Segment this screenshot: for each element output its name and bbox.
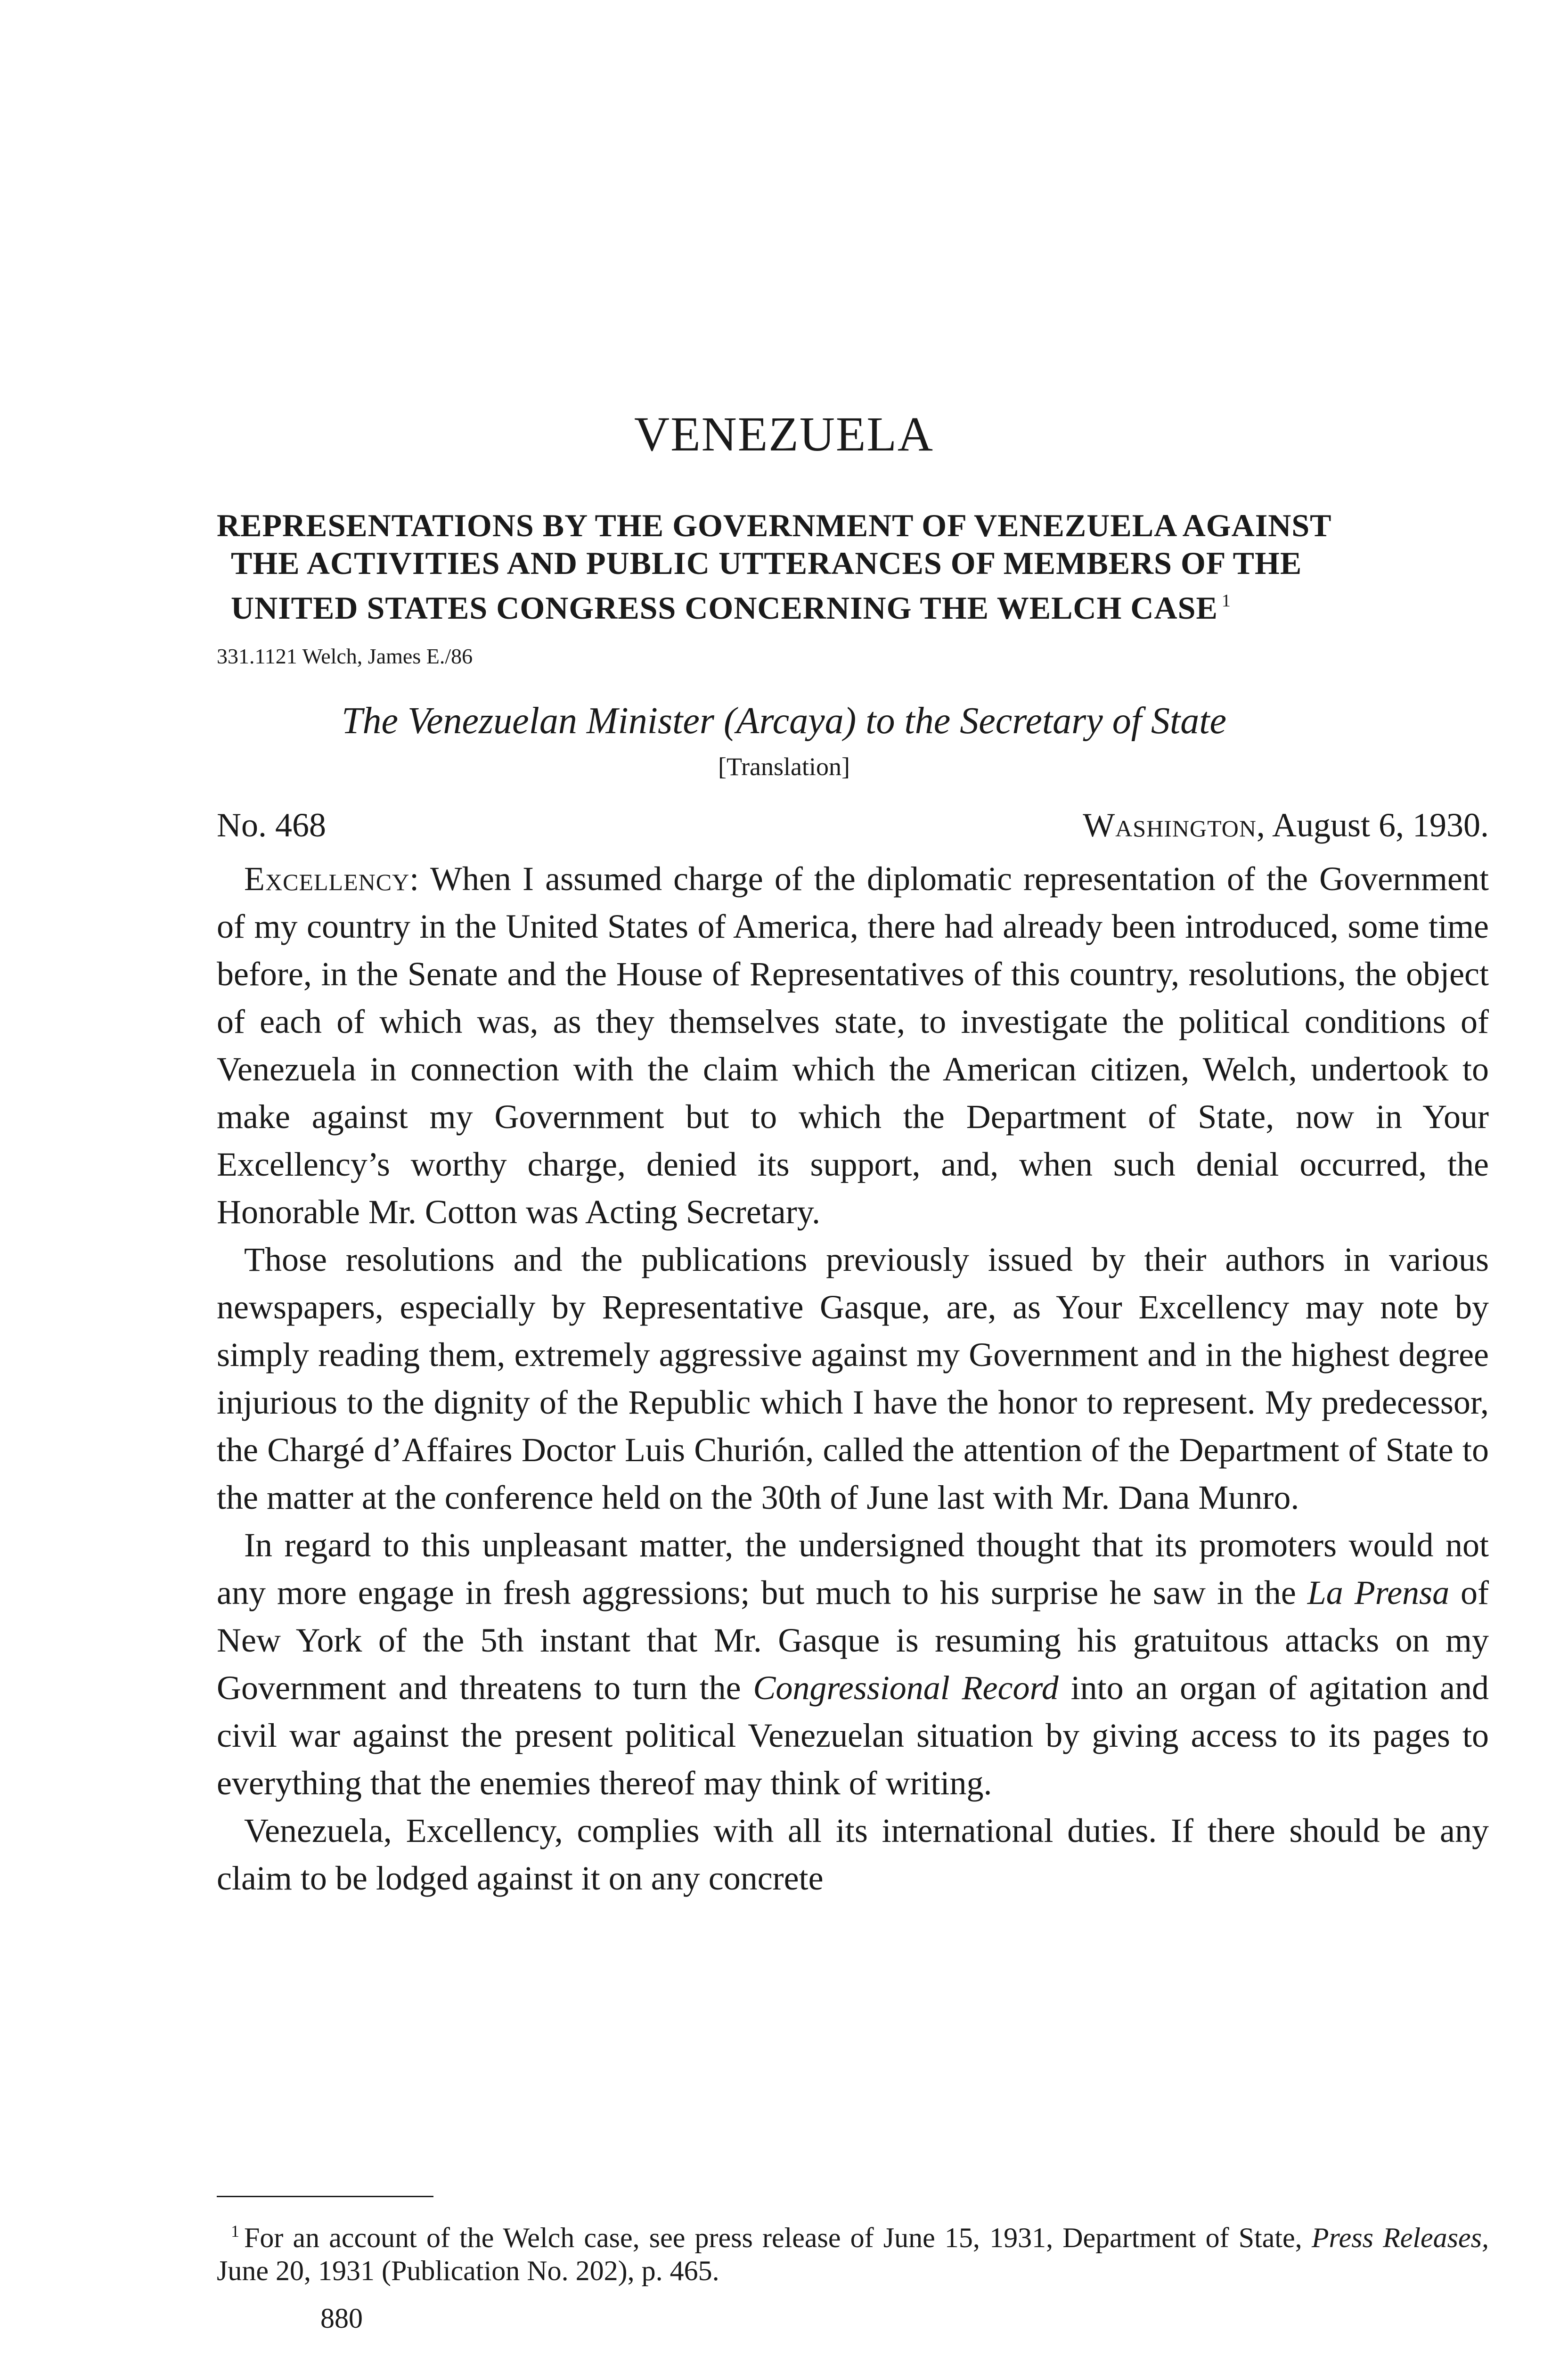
document-number: No. 468 [217, 806, 326, 844]
footnote-italic-title: Press Releases, [1311, 2222, 1489, 2253]
dateline-place: Washington, [1083, 806, 1266, 844]
country-heading: VENEZUELA [634, 407, 934, 461]
file-reference: 331.1121 Welch, James E./86 [217, 644, 473, 668]
dateline-date: August 6, 1930. [1272, 806, 1489, 844]
salutation: Excellency: [244, 860, 420, 898]
paragraph-3-text-b: of New York of the 5th instant that Mr. Gasque is resuming his gratuitous attacks on my Government and threatens to turn the [217, 1574, 1489, 1707]
paragraph-2: Those resolutions and the publications previously issued by their authors in various newspapers, especially by Representative Gasque, are, as Your Excellency may note by simply reading them, extremely aggressive against my Government and in the highest degree injurious to the dignity of the Republic which I have the honor to represent. My predecessor, the Chargé d’Affaires Doctor Luis Churión, called the attention of the Department of State to the matter at the conference held on the 30th of June last with Mr. Dana Munro. [217, 1241, 1489, 1516]
letter-body [217, 855, 1489, 1902]
paragraph-1-text: When I assumed charge of the diplomatic representation of the Government of my country in the United States of America, there had already been introduced, some time before, in the Senate and the House of Representatives of this country, resolutions, the object of each of which was, as they themselves state, to investigate the political conditions of Venezuela in connection with the claim which the American citizen, Welch, undertook to make against my Government but to which the Department of State, now in Your Excellency’s worthy charge, denied its support, and, when such denial occurred, the Honorable Mr. Cotton was Acting Secretary. [217, 860, 1489, 1231]
section-heading-line-3-text: UNITED STATES CONGRESS CONCERNING THE WELCH CASE [231, 590, 1218, 626]
publication-title: Congressional Record [753, 1669, 1059, 1707]
paragraph-3-text-c: into an organ of agitation and civil war against the present political Venezuelan situation by giving access to its pages to everything that the enemies thereof may think of writing. [217, 1669, 1489, 1802]
footnote-reference-mark: 1 [1221, 591, 1231, 611]
paragraph-1 [217, 855, 1489, 1236]
section-heading-line-3 [217, 582, 1489, 627]
dateline [1083, 808, 1489, 842]
paragraph-3-text-a: In regard to this unpleasant matter, the undersigned thought that its promoters would not any more engage in fresh aggressions; but much to his surprise he saw in the [217, 1526, 1489, 1612]
footnote-rule [217, 2196, 433, 2197]
paragraph-3 [217, 1522, 1489, 1807]
footnote [217, 2215, 1489, 2287]
paragraph-4: Venezuela, Excellency, complies with all its international duties. If there should be any claim to be lodged against it on any concrete [217, 1812, 1489, 1897]
footnote-mark: 1 [231, 2222, 239, 2241]
section-heading-line-1: REPRESENTATIONS BY THE GOVERNMENT OF VENEZUELA AGAINST [217, 507, 1332, 543]
document-title: The Venezuelan Minister (Arcaya) to the Secretary of State [341, 700, 1226, 742]
footnote-text-a: For an account of the Welch case, see press release of June 15, 1931, Department of State, [244, 2222, 1312, 2253]
footnote-text-b: June 20, 1931 (Publication No. 202), p. 465. [217, 2255, 719, 2286]
translation-note: [Translation] [718, 753, 850, 781]
page-number: 880 [320, 2303, 363, 2334]
newspaper-title: La Prensa [1307, 1574, 1450, 1612]
section-heading-line-2: THE ACTIVITIES AND PUBLIC UTTERANCES OF MEMBERS OF THE [231, 545, 1302, 581]
section-heading [217, 507, 1489, 627]
